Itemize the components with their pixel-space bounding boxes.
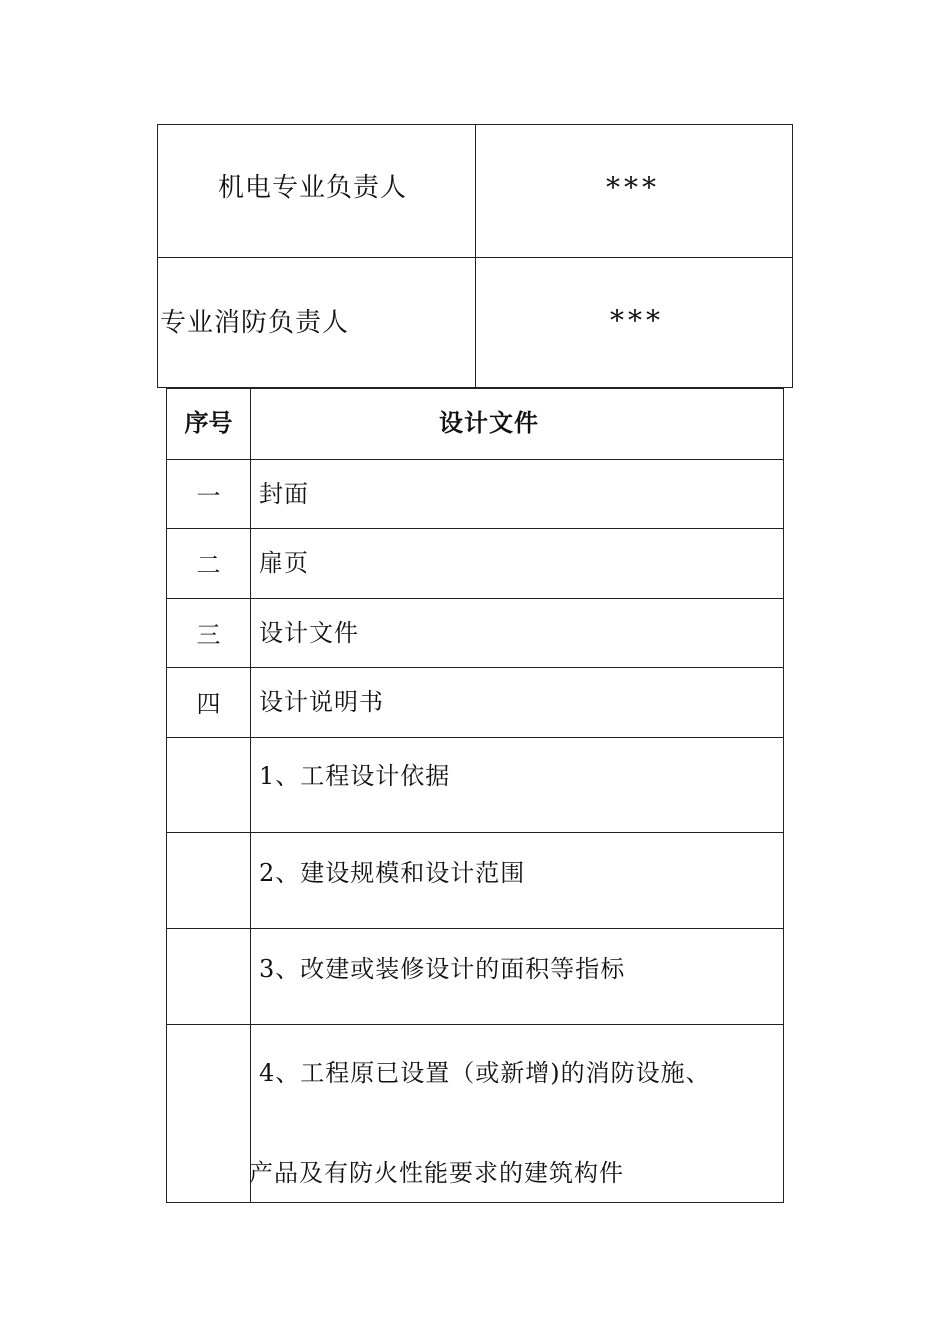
row-text: 封面 [259,480,309,508]
row-text: 2、建设规模和设计范围 [259,859,526,887]
column-divider [475,258,476,389]
table-row [167,832,783,928]
table-header-row [167,389,783,459]
signature-value: *** [606,171,660,204]
row-text: 设计文件 [259,619,359,647]
contents-table [166,388,784,1203]
row-number: 一 [196,482,221,510]
column-divider [475,125,476,257]
row-number: 四 [196,690,221,718]
row-text: 4、工程原已设置（或新增)的消防设施、 [259,1059,711,1087]
row-number: 二 [196,551,221,579]
header-title-label: 设计文件 [439,408,539,437]
table-row [167,459,783,528]
signature-table [157,124,793,388]
signature-row [158,125,792,257]
row-text: 扉页 [259,549,309,577]
table-row [167,1024,783,1204]
signature-label: 专业消防负责人 [160,308,350,338]
row-text-continuation: 产品及有防火性能要求的建筑构件 [249,1159,624,1187]
signature-value: *** [610,304,664,337]
signature-row [158,257,792,389]
row-text: 1、工程设计依据 [259,762,451,790]
table-row [167,928,783,1024]
table-row [167,598,783,667]
row-text: 设计说明书 [259,688,384,716]
row-text: 3、改建或装修设计的面积等指标 [259,955,626,983]
header-number-label: 序号 [184,408,233,437]
table-row [167,528,783,598]
table-row [167,667,783,737]
row-number: 三 [196,621,221,649]
table-row [167,737,783,832]
signature-label: 机电专业负责人 [218,173,408,203]
